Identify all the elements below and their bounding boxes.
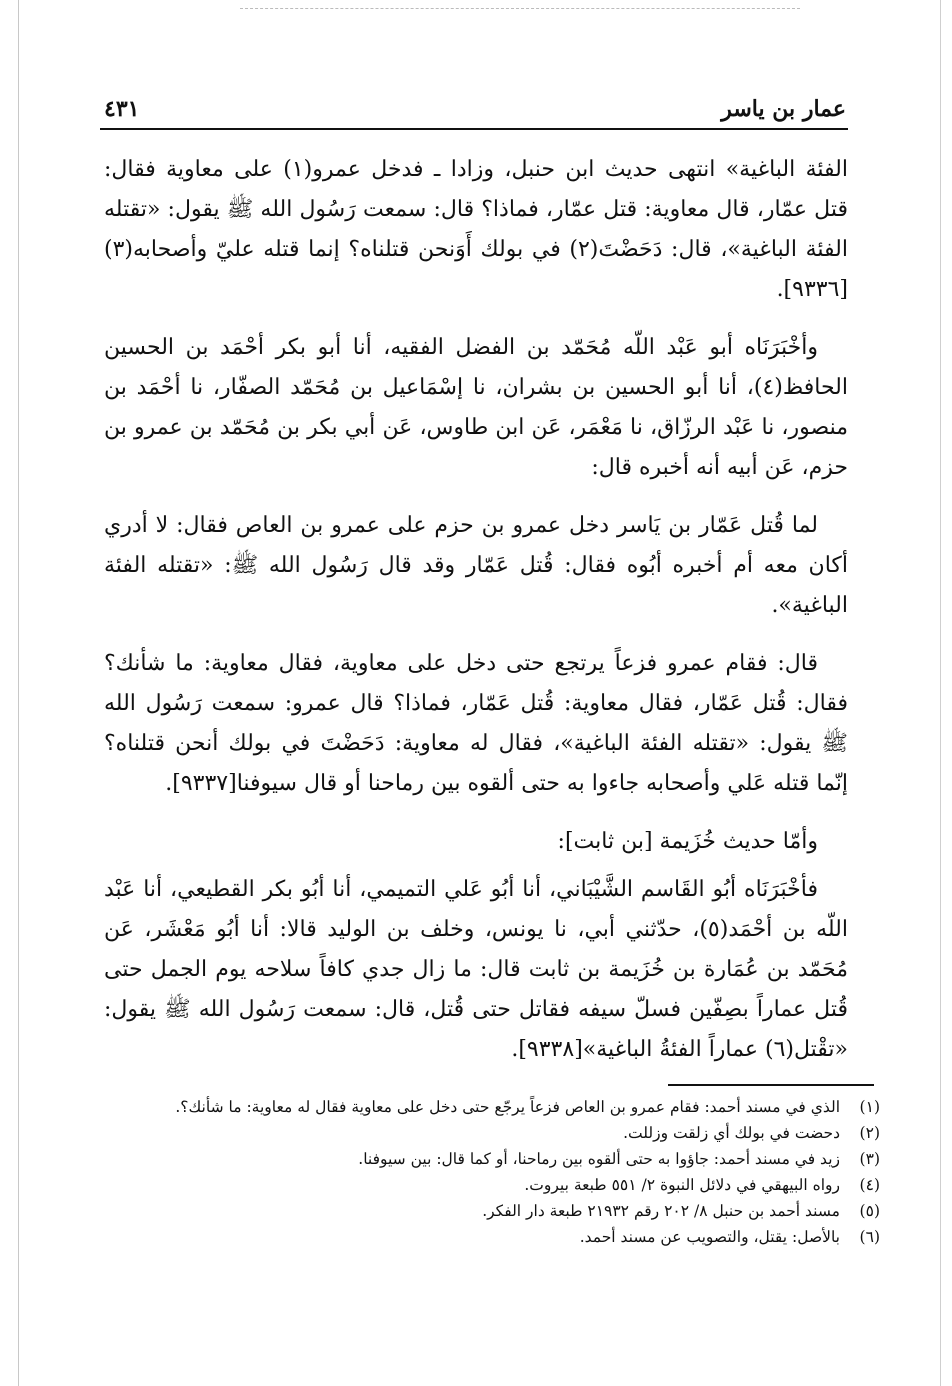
running-title: عمار بن ياسر xyxy=(721,96,846,122)
footnote-text: بالأصل: يقتل، والتصويب عن مسند أحمد. xyxy=(579,1228,840,1246)
footnote-text: زيد في مسند أحمد: جاؤوا به حتى ألقوه بين رماحنا، أو كما قال: بين سيوفنا. xyxy=(358,1150,840,1168)
footnote-text: دحضت في بولك أي زلقت وزللت. xyxy=(623,1124,840,1142)
footnote-number: (١) xyxy=(859,1098,880,1116)
footnote-text: الذي في مسند أحمد: فقام عمرو بن العاص فزعاً يرجّع حتى دخل على معاوية فقال له معاوية: ما شأنك؟. xyxy=(175,1098,840,1116)
paragraph-2: وأخْبَرَنَاه أبو عَبْد اللّه مُحَمّد بن الفضل الفقيه، أنا أبو بكر أحْمَد بن الحسين الحافظ(٤)، أنا أبو الحسين بن بشران، نا إسْمَاعيل بن مُحَمّد الصفّار، نا أحْمَد بن منصور، نا عَبْد الرزّاق، نا مَعْمَر، عَن ابن طاوس، عَن أبي بكر بن مُحَمّد بن عمرو بن حزم، عَن أبيه أنه أخبره قال: xyxy=(104,335,848,480)
body-text xyxy=(104,150,848,1088)
footnote-number: (٥) xyxy=(859,1202,880,1220)
footnote-number: (٦) xyxy=(859,1228,880,1246)
paragraph-4: قال: فقام عمرو فزعاً يرتجع حتى دخل على معاوية، فقال معاوية: ما شأنك؟ فقال: قُتل عَمّار، فقال معاوية: قُتل عَمّار، فماذا؟ قال عمرو: سمعت رَسُول الله ﷺ يقول: «تقتله الفئة الباغية»، فقال له معاوية: دَحَضْتَ في بولك أنحن قتلناه؟ إنّما قتله عَلي وأصحابه جاءوا به حتى ألقوه بين رماحنا أو قال سيوفنا[٩٣٣٧]. xyxy=(104,651,848,796)
footnote-item xyxy=(120,1224,880,1250)
scan-right-edge xyxy=(940,0,941,1386)
footnote-item xyxy=(120,1146,880,1172)
footnotes xyxy=(120,1094,880,1250)
paragraph-5: وأمّا حديث خُزَيمة [بن ثابت]: xyxy=(557,829,818,854)
scan-dash-line xyxy=(240,8,800,9)
footnote-item xyxy=(120,1172,880,1198)
footnote-text: مسند أحمد بن حنبل ٨/ ٢٠٢ رقم ٢١٩٣٢ طبعة دار الفكر. xyxy=(482,1202,840,1220)
footnote-number: (٤) xyxy=(859,1176,880,1194)
footnote-item xyxy=(120,1120,880,1146)
footnote-number: (٣) xyxy=(859,1150,880,1168)
scan-left-edge xyxy=(18,0,19,1386)
page-header xyxy=(100,84,848,130)
footnote-item xyxy=(120,1094,880,1120)
paragraph-3: لما قُتل عَمّار بن يَاسر دخل عمرو بن حزم على عمرو بن العاص فقال: لا أدري أكان معه أم أخبره أبُوه فقال: قُتل عَمّار وقد قال رَسُول الله ﷺ: «تقتله الفئة الباغية». xyxy=(104,513,848,618)
footnote-number: (٢) xyxy=(859,1124,880,1142)
page-number: ٤٣١ xyxy=(104,96,140,122)
paragraph-6: فأخْبَرَنَاه أبُو القَاسم الشَّيْبَاني، أنا أبُو عَلي التميمي، أنا أبُو بكر القطيعي، أنا عَبْد اللّه بن أحْمَد(٥)، حدّثني أبي، نا يونس، وخلف بن الوليد قالا: أنا أبُو مَعْشَر، عَن مُحَمّد بن عُمَارة بن خُزَيمة بن ثابت قال: ما زال جدي كافاً سلاحه يوم الجمل حتى قُتل عماراً بصِفّين فسلّ سيفه فقاتل حتى قُتل، قال: سمعت رَسُول الله ﷺ يقول: «تقْتل(٦) عماراً الفئةُ الباغية»[٩٣٣٨]. xyxy=(104,877,848,1062)
footnote-divider xyxy=(668,1084,874,1086)
footnote-text: رواه البيهقي في دلائل النبوة ٢/ ٥٥١ طبعة بيروت. xyxy=(524,1176,840,1194)
footnote-item xyxy=(120,1198,880,1224)
paragraph-1: الفئة الباغية» انتهى حديث ابن حنبل، وزادا ـ فدخل عمرو(١) على معاوية فقال: قتل عمّار، قال معاوية: قتل عمّار، فماذا؟ قال: سمعت رَسُول الله ﷺ يقول: «تقتله الفئة الباغية»، قال: دَحَضْتَ(٢) في بولك أَوَنحن قتلناه؟ إنما قتله عليّ وأصحابه(٣)[٩٣٣٦]. xyxy=(104,157,848,302)
